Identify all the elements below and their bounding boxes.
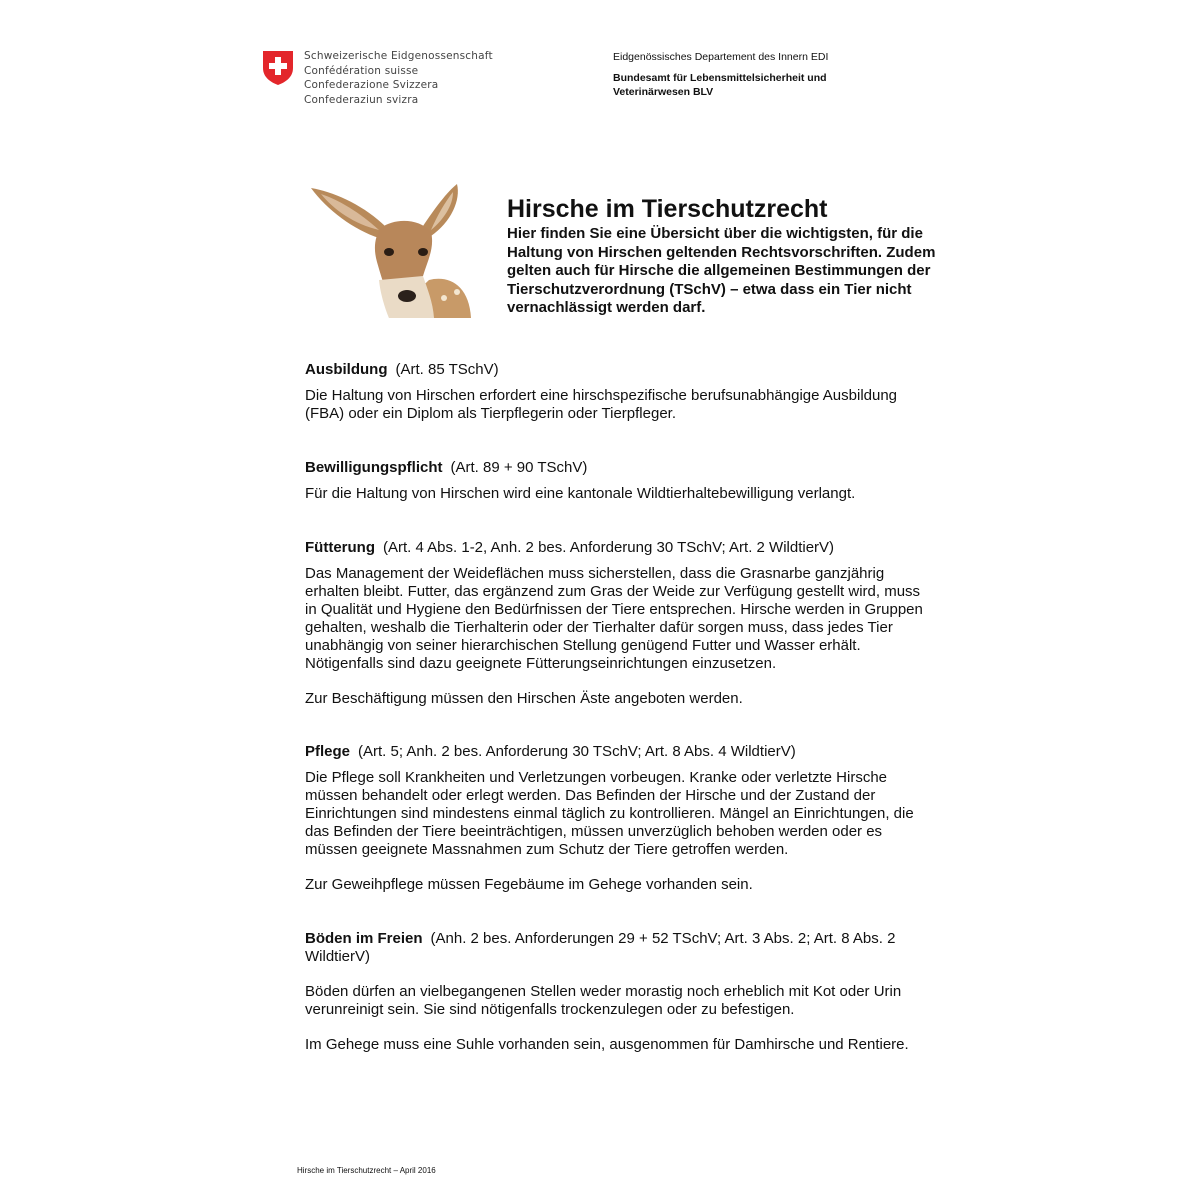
section-paragraph: Die Haltung von Hirschen erfordert eine hirschspezifische berufsunabhängige Ausbildung (FBA) oder ein Diplom als Tierpflegerin oder Tierpfleger. (305, 387, 898, 422)
section-reference: (Art. 5; Anh. 2 bes. Anforderung 30 TSchV; Art. 8 Abs. 4 WildtierV) (358, 743, 796, 760)
confederation-names (304, 49, 493, 107)
office-name (613, 71, 827, 99)
section-pflege (305, 743, 935, 911)
section-fuetterung (305, 539, 935, 725)
section-reference: (Art. 85 TSchV) (395, 361, 499, 378)
section-ausbildung (305, 361, 935, 440)
confederation-de: Schweizerische Eidgenossenschaft (304, 50, 493, 62)
section-reference: (Art. 89 + 90 TSchV) (450, 459, 588, 476)
footer-text: Hirsche im Tierschutzrecht – April 2016 (297, 1166, 436, 1175)
section-paragraph: Böden dürfen an vielbegangenen Stellen weder morastig noch erheblich mit Kot oder Urin verunreinigt sein. Sie sind nötigenfalls trockenzulegen oder zu befestigen. (305, 983, 902, 1018)
section-heading: Pflege (305, 743, 351, 760)
section-heading: Bewilligungspflicht (305, 459, 443, 476)
section-paragraph: Die Pflege soll Krankheiten und Verletzungen vorbeugen. Kranke oder verletzte Hirsche müssen behandelt oder erlegt werden. Das Befinden der Hirsche und der Zustand der Einrichtungen sind mindestens einmal täglich zu kontrollieren. Mängel an Einrichtungen, die das Befinden der Tiere beeinträchtigen, müssen unverzüglich behoben werden oder es müssen geeignete Massnahmen zum Schutz der Tiere getroffen werden. (305, 769, 914, 858)
section-paragraph: Im Gehege muss eine Suhle vorhanden sein, ausgenommen für Damhirsche und Rentiere. (305, 1036, 909, 1053)
section-heading: Ausbildung (305, 361, 388, 378)
section-boeden-im-freien (305, 930, 935, 1071)
department-name: Eidgenössisches Departement des Innern EDI (613, 51, 829, 63)
section-paragraph: Zur Geweihpflege müssen Fegebäume im Gehege vorhanden sein. (305, 876, 753, 893)
section-heading: Fütterung (305, 539, 375, 556)
section-reference: (Art. 4 Abs. 1-2, Anh. 2 bes. Anforderung 30 TSchV; Art. 2 WildtierV) (382, 539, 835, 556)
swiss-coat-of-arms-icon (262, 50, 294, 91)
section-paragraph: Zur Beschäftigung müssen den Hirschen Äste angeboten werden. (305, 690, 743, 707)
intro-text: Hier finden Sie eine Übersicht über die wichtigsten, für die Haltung von Hirschen geltenden Rechtsvorschriften. Zudem gelten auch für Hirsche die allgemeinen Bestimmungen der Tierschutzverordnung (TSchV) – etwa dass ein Tier nicht vernachlässigt werden darf. (507, 225, 936, 317)
office-line-2: Veterinärwesen BLV (613, 86, 714, 98)
section-paragraph: Für die Haltung von Hirschen wird eine kantonale Wildtierhaltebewilligung verlangt. (305, 485, 856, 502)
section-paragraph: Das Management der Weideflächen muss sicherstellen, dass die Grasnarbe ganzjährig erhalten bleibt. Futter, das ergänzend zum Gras der Weide zur Verfügung gestellt wird, muss in Qualität und Hygiene den Bedürfnissen der Tiere entsprechen. Hirsche werden in Gruppen gehalten, weshalb die Tierhalterin oder der Tierhalter dafür sorgen muss, dass jedes Tier unabhängig von seiner hierarchischen Stellung genügend Futter und Wasser erhält. Nötigenfalls sind dazu geeignete Fütterungseinrichtungen einzusetzen. (305, 565, 923, 672)
page-title: Hirsche im Tierschutzrecht (507, 195, 828, 223)
section-heading: Böden im Freien (305, 930, 423, 947)
section-reference: (Anh. 2 bes. Anforderungen 29 + 52 TSchV; Art. 3 Abs. 2; Art. 8 Abs. 2 WildtierV) (305, 930, 896, 965)
office-line-1: Bundesamt für Lebensmittelsicherheit und (613, 72, 827, 84)
confederation-fr: Confédération suisse (304, 64, 419, 77)
deer-photo (309, 180, 471, 318)
confederation-it: Confederazione Svizzera (304, 79, 439, 91)
section-bewilligungspflicht (305, 459, 935, 520)
confederation-rm: Confederaziun svizra (304, 93, 419, 106)
